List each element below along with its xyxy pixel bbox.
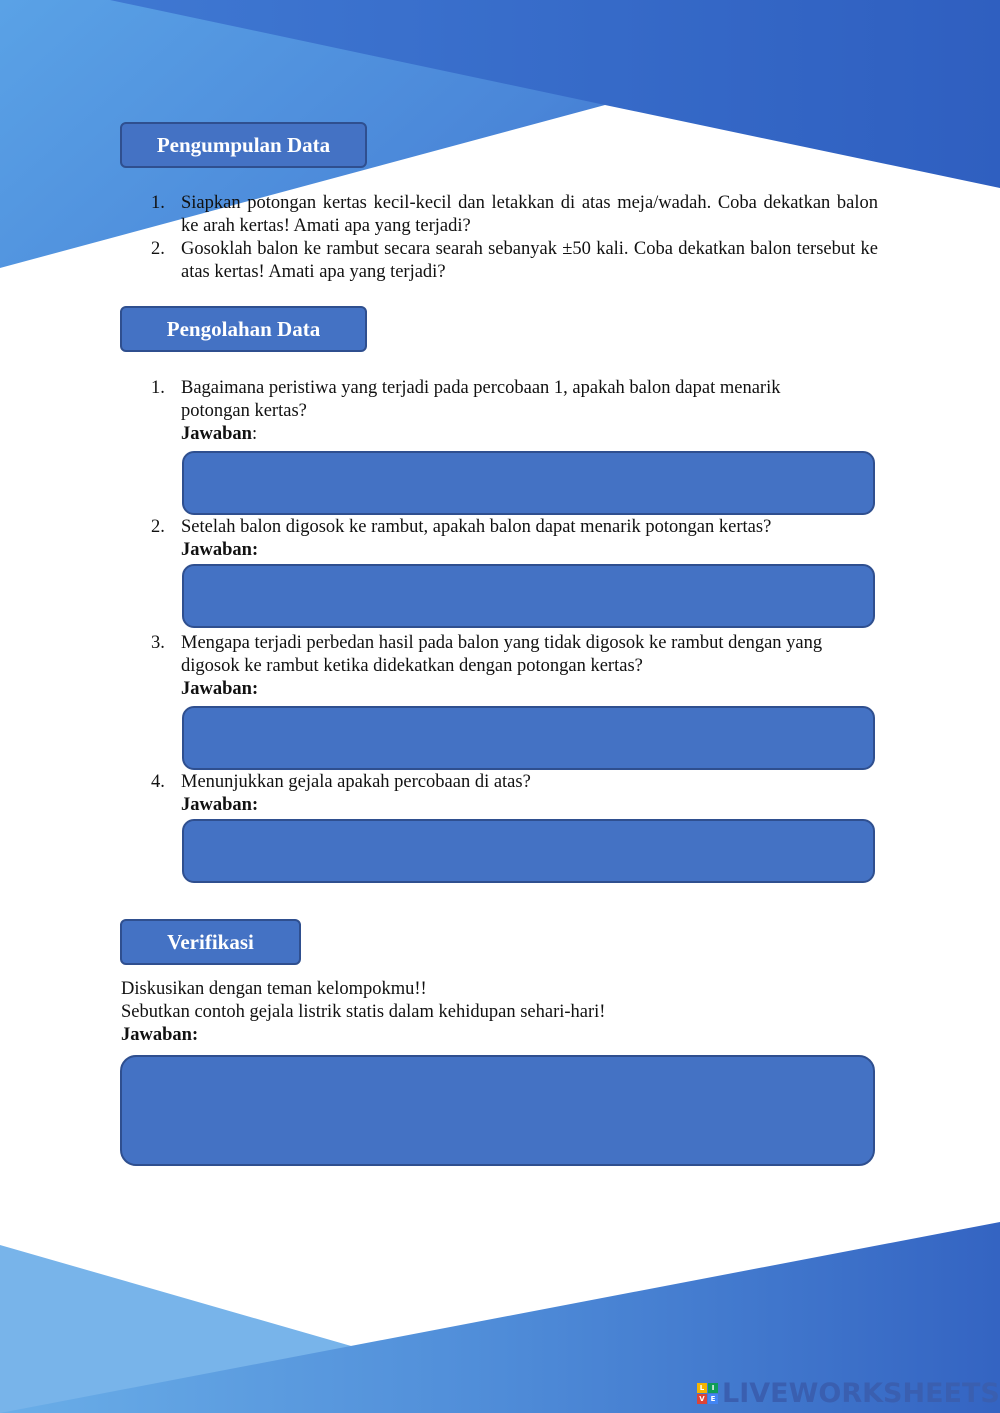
question-number: 4.: [151, 772, 165, 792]
answer-box-1[interactable]: [182, 451, 875, 515]
pengolahan-question-2: [151, 516, 851, 562]
question-number: 3.: [151, 633, 165, 653]
answer-box-2[interactable]: [182, 564, 875, 628]
answer-label: Jawaban:: [181, 795, 259, 815]
answer-label: Jawaban:: [181, 540, 259, 560]
liveworksheets-logo: [697, 1378, 1000, 1409]
question-text: Mengapa terjadi perbedan hasil pada balon yang tidak digosok ke rambut dengan yang digosok ke rambut ketika didekatkan dengan potongan kertas?: [181, 633, 823, 676]
answer-box-verifikasi[interactable]: [120, 1055, 875, 1166]
section-verifikasi: Verifikasi: [120, 919, 301, 965]
verifikasi-answer-label: Jawaban:: [121, 1025, 199, 1045]
logo-text: LIVEWORKSHEETS: [722, 1378, 1000, 1409]
question-number: 2.: [151, 517, 165, 537]
verifikasi-line-2: Sebutkan contoh gejala listrik statis dalam kehidupan sehari-hari!: [121, 1002, 606, 1022]
question-text: Bagaimana peristiwa yang terjadi pada percobaan 1, apakah balon dapat menarik potongan kertas?: [181, 378, 781, 421]
pengolahan-question-3: [151, 632, 851, 701]
pengumpulan-step-1: [151, 192, 878, 238]
section-pengolahan-data: Pengolahan Data: [120, 306, 367, 352]
logo-squares-icon: L I V E: [697, 1383, 718, 1404]
step-number: 2.: [151, 239, 165, 259]
verifikasi-text: [121, 978, 605, 1047]
pengolahan-question-4: [151, 771, 851, 817]
question-text: Menunjukkan gejala apakah percobaan di atas?: [181, 772, 531, 792]
question-number: 1.: [151, 378, 165, 398]
pengolahan-question-1: [151, 377, 851, 446]
verifikasi-line-1: Diskusikan dengan teman kelompokmu!!: [121, 979, 427, 999]
answer-label: Jawaban:: [181, 679, 259, 699]
step-number: 1.: [151, 193, 165, 213]
answer-label: Jawaban:: [181, 424, 258, 444]
answer-box-3[interactable]: [182, 706, 875, 770]
section-pengumpulan-data: Pengumpulan Data: [120, 122, 367, 168]
answer-box-4[interactable]: [182, 819, 875, 883]
question-text: Setelah balon digosok ke rambut, apakah balon dapat menarik potongan kertas?: [181, 517, 772, 537]
step-text: Siapkan potongan kertas kecil-kecil dan letakkan di atas meja/wadah. Coba dekatkan balon ke arah kertas! Amati apa yang terjadi?: [181, 193, 878, 236]
step-text: Gosoklah balon ke rambut secara searah sebanyak ±50 kali. Coba dekatkan balon tersebut ke atas kertas! Amati apa yang terjadi?: [181, 239, 878, 282]
pengumpulan-step-2: [151, 238, 878, 284]
